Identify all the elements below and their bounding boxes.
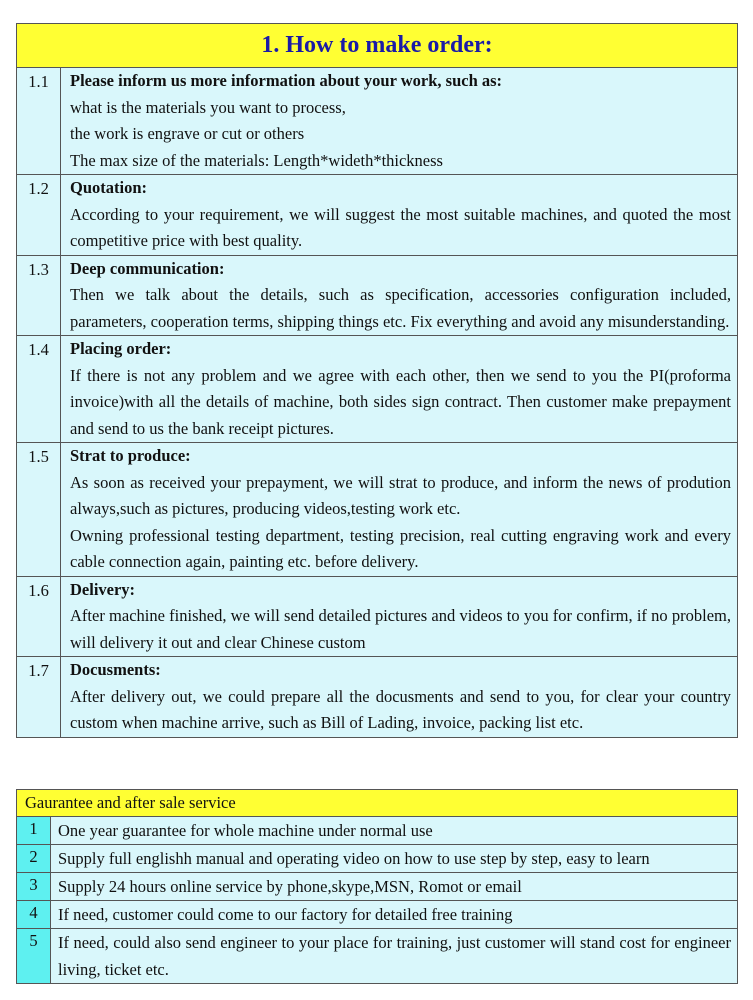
step-heading: Placing order: [70, 339, 172, 358]
guarantee-row [17, 873, 738, 901]
guarantee-row [17, 817, 738, 845]
step-line: According to your requirement, we will suggest the most suitable machines, and quoted the most competitive price with best quality. [70, 204, 731, 250]
step-row [17, 175, 738, 256]
guarantee-number: 3 [17, 873, 51, 901]
step-row [17, 657, 738, 738]
step-line: the work is engrave or cut or others [70, 124, 305, 143]
step-content [61, 443, 738, 577]
step-number: 1.5 [17, 443, 61, 577]
order-steps-table [16, 23, 738, 738]
guarantee-text: Supply full englishh manual and operating video on how to use step by step, easy to learn [51, 845, 738, 873]
guarantee-row [17, 901, 738, 929]
step-line: what is the materials you want to process, [70, 97, 346, 117]
guarantee-text: One year guarantee for whole machine under normal use [51, 817, 738, 845]
step-content [61, 68, 738, 175]
step-line: After delivery out, we could prepare all the docusments and send to you, for clear your country custom when machine arrive, such as Bill of Lading, invoice, packing list etc. [70, 686, 731, 732]
step-heading: Deep communication: [70, 258, 225, 278]
guarantee-text: If need, could also send engineer to your place for training, just customer will stand cost for engineer living, ticket etc. [51, 929, 738, 984]
step-line: Owning professional testing department, testing precision, real cutting engraving work and every cable connection again, painting etc. before delivery. [70, 525, 731, 571]
step-number: 1.4 [17, 336, 61, 443]
step-heading: Docusments: [70, 660, 161, 679]
step-heading: Please inform us more information about your work, such as: [70, 71, 503, 90]
step-line: Then we talk about the details, such as specification, accessories configuration included, parameters, cooperation terms, shipping things etc. Fix everything and avoid any misunderstanding. [70, 285, 731, 331]
step-heading: Strat to produce: [70, 446, 191, 465]
guarantee-text: If need, customer could come to our factory for detailed free training [51, 901, 738, 929]
step-line: As soon as received your prepayment, we will strat to produce, and inform the news of prodution always,such as pictures, producing videos,testing work etc. [70, 472, 731, 518]
step-number: 1.7 [17, 657, 61, 738]
guarantee-number: 5 [17, 929, 51, 984]
guarantee-number: 4 [17, 901, 51, 929]
guarantee-number: 2 [17, 845, 51, 873]
step-line: After machine finished, we will send detailed pictures and videos to you for confirm, if no problem, will delivery it out and clear Chinese custom [70, 606, 731, 652]
step-content [61, 576, 738, 657]
step-number: 1.6 [17, 576, 61, 657]
step-heading: Quotation: [70, 178, 148, 197]
step-content [61, 255, 738, 336]
step-row [17, 68, 738, 175]
order-title: 1. How to make order: [17, 24, 738, 68]
step-number: 1.3 [17, 255, 61, 336]
step-row [17, 336, 738, 443]
step-heading: Delivery: [70, 579, 136, 599]
guarantee-row [17, 845, 738, 873]
step-content [61, 175, 738, 256]
guarantee-row [17, 929, 738, 984]
guarantee-table [16, 789, 738, 984]
guarantee-text: Supply 24 hours online service by phone,skype,MSN, Romot or email [51, 873, 738, 901]
step-line: The max size of the materials: Length*wideth*thickness [70, 150, 443, 170]
step-row [17, 576, 738, 657]
step-content [61, 657, 738, 738]
step-content [61, 336, 738, 443]
step-row [17, 443, 738, 577]
step-row [17, 255, 738, 336]
guarantee-title: Gaurantee and after sale service [17, 790, 738, 817]
step-line: If there is not any problem and we agree with each other, then we send to you the PI(proforma invoice)with all the details of machine, both sides sign contract. Then customer make prepayment and send to us the bank receipt pictures. [70, 365, 731, 438]
step-number: 1.2 [17, 175, 61, 256]
step-number: 1.1 [17, 68, 61, 175]
guarantee-number: 1 [17, 817, 51, 845]
